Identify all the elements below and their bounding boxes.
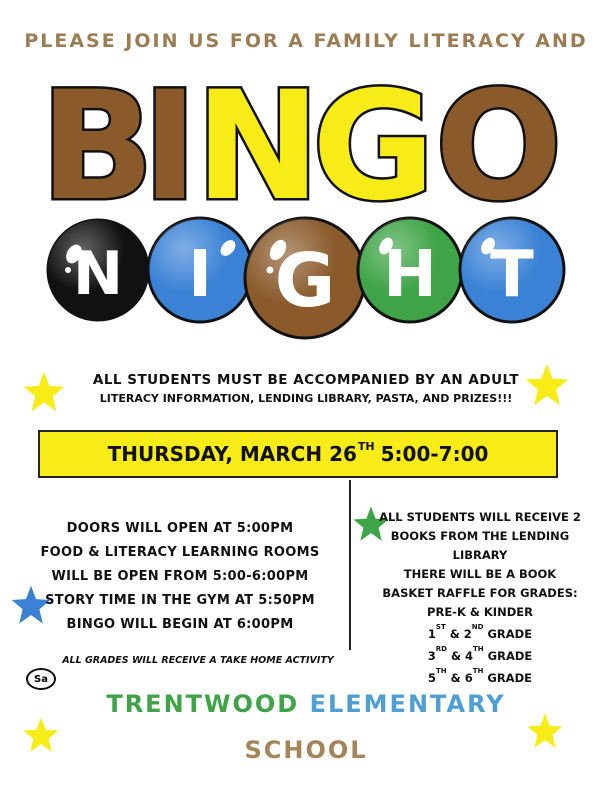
bingo-letter-g: G (312, 70, 436, 210)
bingo-letter-n: N (195, 70, 321, 210)
notice-adult: ALL STUDENTS MUST BE ACCOMPANIED BY AN ADULT (92, 372, 520, 388)
school-name (0, 690, 612, 718)
date-banner (38, 430, 558, 478)
night-ball-h (358, 218, 462, 322)
schedule-line: FOOD & LITERACY LEARNING ROOMS (40, 545, 320, 560)
night-ball-t (460, 218, 564, 322)
schedule-line: WILL BE OPEN FROM 5:00-6:00PM (51, 569, 309, 584)
night-ball-n (48, 220, 148, 320)
night-ball-i (148, 218, 252, 322)
grade-line: 1ST & 2ND GRADE (427, 623, 533, 641)
school-word-school: SCHOOL (244, 736, 368, 764)
grade-line: 5TH & 6TH GRADE (428, 666, 532, 685)
bingo-letter-b: B (40, 70, 155, 210)
night-letter-t: T (490, 238, 534, 312)
info-line: THERE WILL BE A BOOK (403, 567, 557, 581)
night-title (40, 208, 570, 348)
night-letter-n: N (72, 239, 124, 309)
schedule-line: DOORS WILL OPEN AT 5:00PM (66, 521, 294, 536)
school-word-trentwood: TRENTWOOD (106, 690, 300, 718)
night-letter-i: I (188, 238, 212, 312)
bingo-letter-o: O (435, 70, 563, 210)
schedule-line: STORY TIME IN THE GYM AT 5:50PM (45, 593, 315, 608)
schedule-line: BINGO WILL BEGIN AT 6:00PM (66, 617, 294, 632)
night-ball-g (245, 218, 365, 338)
banner-time: 5:00-7:00 (380, 442, 489, 466)
notice-activities: LITERACY INFORMATION, LENDING LIBRARY, PASTA, AND PRIZES!!! (99, 392, 513, 405)
bingo-letter-i: I (142, 70, 198, 210)
schedule-list (20, 517, 340, 637)
info-line: BASKET RAFFLE FOR GRADES: (382, 586, 578, 600)
banner-date-suffix: TH (357, 439, 375, 453)
school-word-elementary: ELEMENTARY (309, 690, 506, 718)
night-letter-h: H (383, 238, 437, 312)
bingo-title (30, 70, 580, 210)
invitation-header: PLEASE JOIN US FOR A FAMILY LITERACY AND (24, 30, 588, 52)
banner-date: THURSDAY, MARCH 26 (107, 442, 357, 466)
grade-line: 3RD & 4TH GRADE (427, 644, 533, 663)
info-line: BOOKS FROM THE LENDING (390, 529, 570, 543)
take-home-note: ALL GRADES WILL RECEIVE A TAKE HOME ACTIVITY (62, 655, 334, 666)
book-info (360, 508, 600, 687)
info-line: LIBRARY (452, 548, 508, 562)
column-divider (349, 480, 351, 650)
info-line: PRE-K & KINDER (427, 605, 533, 619)
circled-initials-badge: Sa (26, 668, 56, 690)
info-line: ALL STUDENTS WILL RECEIVE 2 (379, 510, 581, 524)
night-letter-g: G (274, 238, 336, 324)
